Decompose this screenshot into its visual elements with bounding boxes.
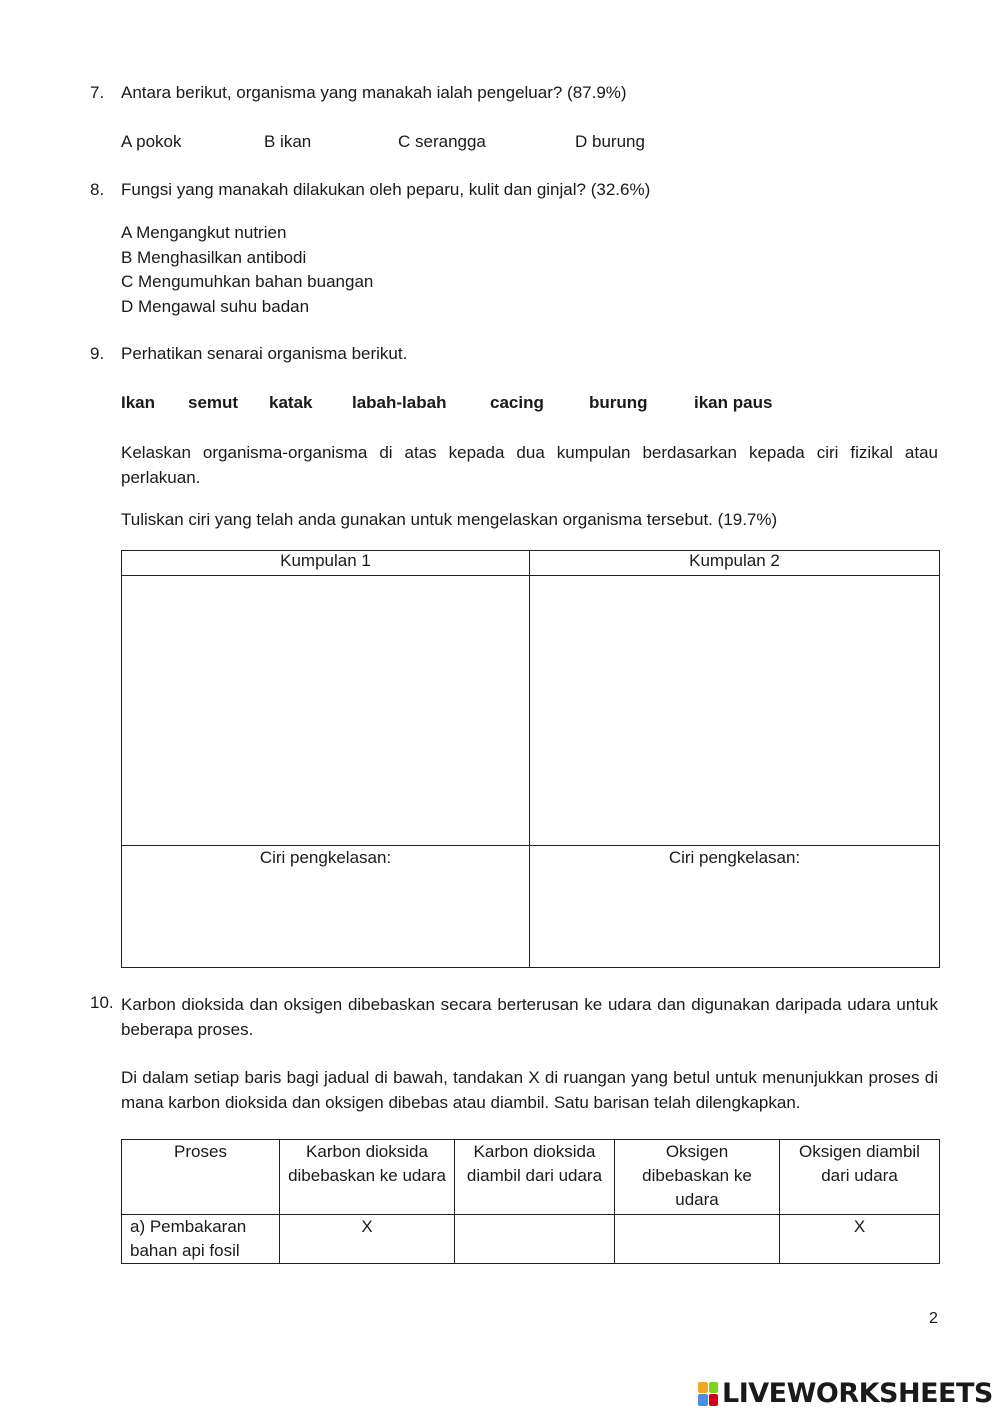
question-8-text: Fungsi yang manakah dilakukan oleh peparu, kulit dan ginjal? (32.6%): [121, 180, 651, 199]
organism-burung: burung: [589, 393, 648, 412]
q8-option-c: C Mengumuhkan bahan buangan: [121, 272, 374, 291]
question-10-number: 10.: [90, 993, 114, 1012]
question-8-number: 8.: [90, 180, 105, 199]
header-o2-released: Oksigen dibebaskan ke udara: [615, 1140, 780, 1215]
row-o2-released-mark[interactable]: [615, 1215, 780, 1264]
page-number: 2: [929, 1310, 938, 1327]
group-2-criteria-label: Ciri pengkelasan:: [668, 848, 801, 867]
q7-option-d: D burung: [575, 132, 645, 151]
group-2-criteria-cell[interactable]: [530, 846, 940, 968]
question-7-number: 7.: [90, 83, 105, 102]
header-proses: Proses: [122, 1140, 280, 1215]
organism-katak: katak: [269, 393, 313, 412]
liveworksheets-logo[interactable]: [698, 1378, 993, 1409]
group-1-criteria-label: Ciri pengkelasan:: [259, 848, 392, 867]
row-co2-released-mark: X: [280, 1215, 455, 1264]
q7-option-b: B ikan: [264, 132, 312, 151]
group-1-criteria-cell[interactable]: [122, 846, 530, 968]
classification-table: [121, 550, 940, 968]
q8-option-a: A Mengangkut nutrien: [121, 223, 287, 242]
q8-option-b: B Menghasilkan antibodi: [121, 247, 307, 267]
q10-instruction: Di dalam setiap baris bagi jadual di bawah, tandakan X di ruangan yang betul untuk menunjukkan proses di mana karbon dioksida dan oksigen dibebas atau diambil. Satu barisan telah dilengkapkan.: [121, 1068, 938, 1112]
group-1-answer-cell[interactable]: [122, 576, 530, 846]
group-1-header: Kumpulan 1: [122, 551, 530, 576]
question-9-text: Perhatikan senarai organisma berikut.: [121, 344, 408, 363]
group-2-answer-cell[interactable]: [530, 576, 940, 846]
question-10-text: Karbon dioksida dan oksigen dibebaskan secara berterusan ke udara dan digunakan daripada udara untuk beberapa proses.: [121, 995, 938, 1039]
row-o2-taken-mark: X: [780, 1215, 940, 1264]
q8-option-list: [121, 221, 373, 319]
row-process-name: a) Pembakaran bahan api fosil: [122, 1215, 280, 1264]
process-table: [121, 1139, 940, 1264]
q8-option-d: D Mengawal suhu badan: [121, 296, 310, 316]
group-2-header: Kumpulan 2: [530, 551, 940, 576]
liveworksheets-wordmark: LIVEWORKSHEETS: [722, 1378, 993, 1409]
liveworksheets-logo-icon: [698, 1382, 718, 1406]
organism-cacing: cacing: [490, 393, 544, 412]
header-co2-taken: Karbon dioksida diambil dari udara: [455, 1140, 615, 1215]
q9-instruction-2: Tuliskan ciri yang telah anda gunakan untuk mengelaskan organisma tersebut. (19.7%): [121, 510, 778, 529]
row-co2-taken-mark[interactable]: [455, 1215, 615, 1264]
organism-ikan-paus: ikan paus: [694, 393, 773, 412]
header-co2-released: Karbon dioksida dibebaskan ke udara: [280, 1140, 455, 1215]
q7-option-a: A pokok: [121, 132, 182, 151]
organism-labah-labah: labah-labah: [352, 393, 447, 412]
q9-instruction: Kelaskan organisma-organisma di atas kepada dua kumpulan berdasarkan kepada ciri fizikal atau perlakuan.: [121, 443, 938, 487]
header-o2-taken: Oksigen diambil dari udara: [780, 1140, 940, 1215]
organism-semut: semut: [188, 393, 239, 412]
organism-ikan: Ikan: [121, 393, 156, 412]
question-9-number: 9.: [90, 344, 105, 363]
question-7-text: Antara berikut, organisma yang manakah ialah pengeluar? (87.9%): [121, 83, 627, 102]
q7-option-c: C serangga: [398, 132, 486, 151]
